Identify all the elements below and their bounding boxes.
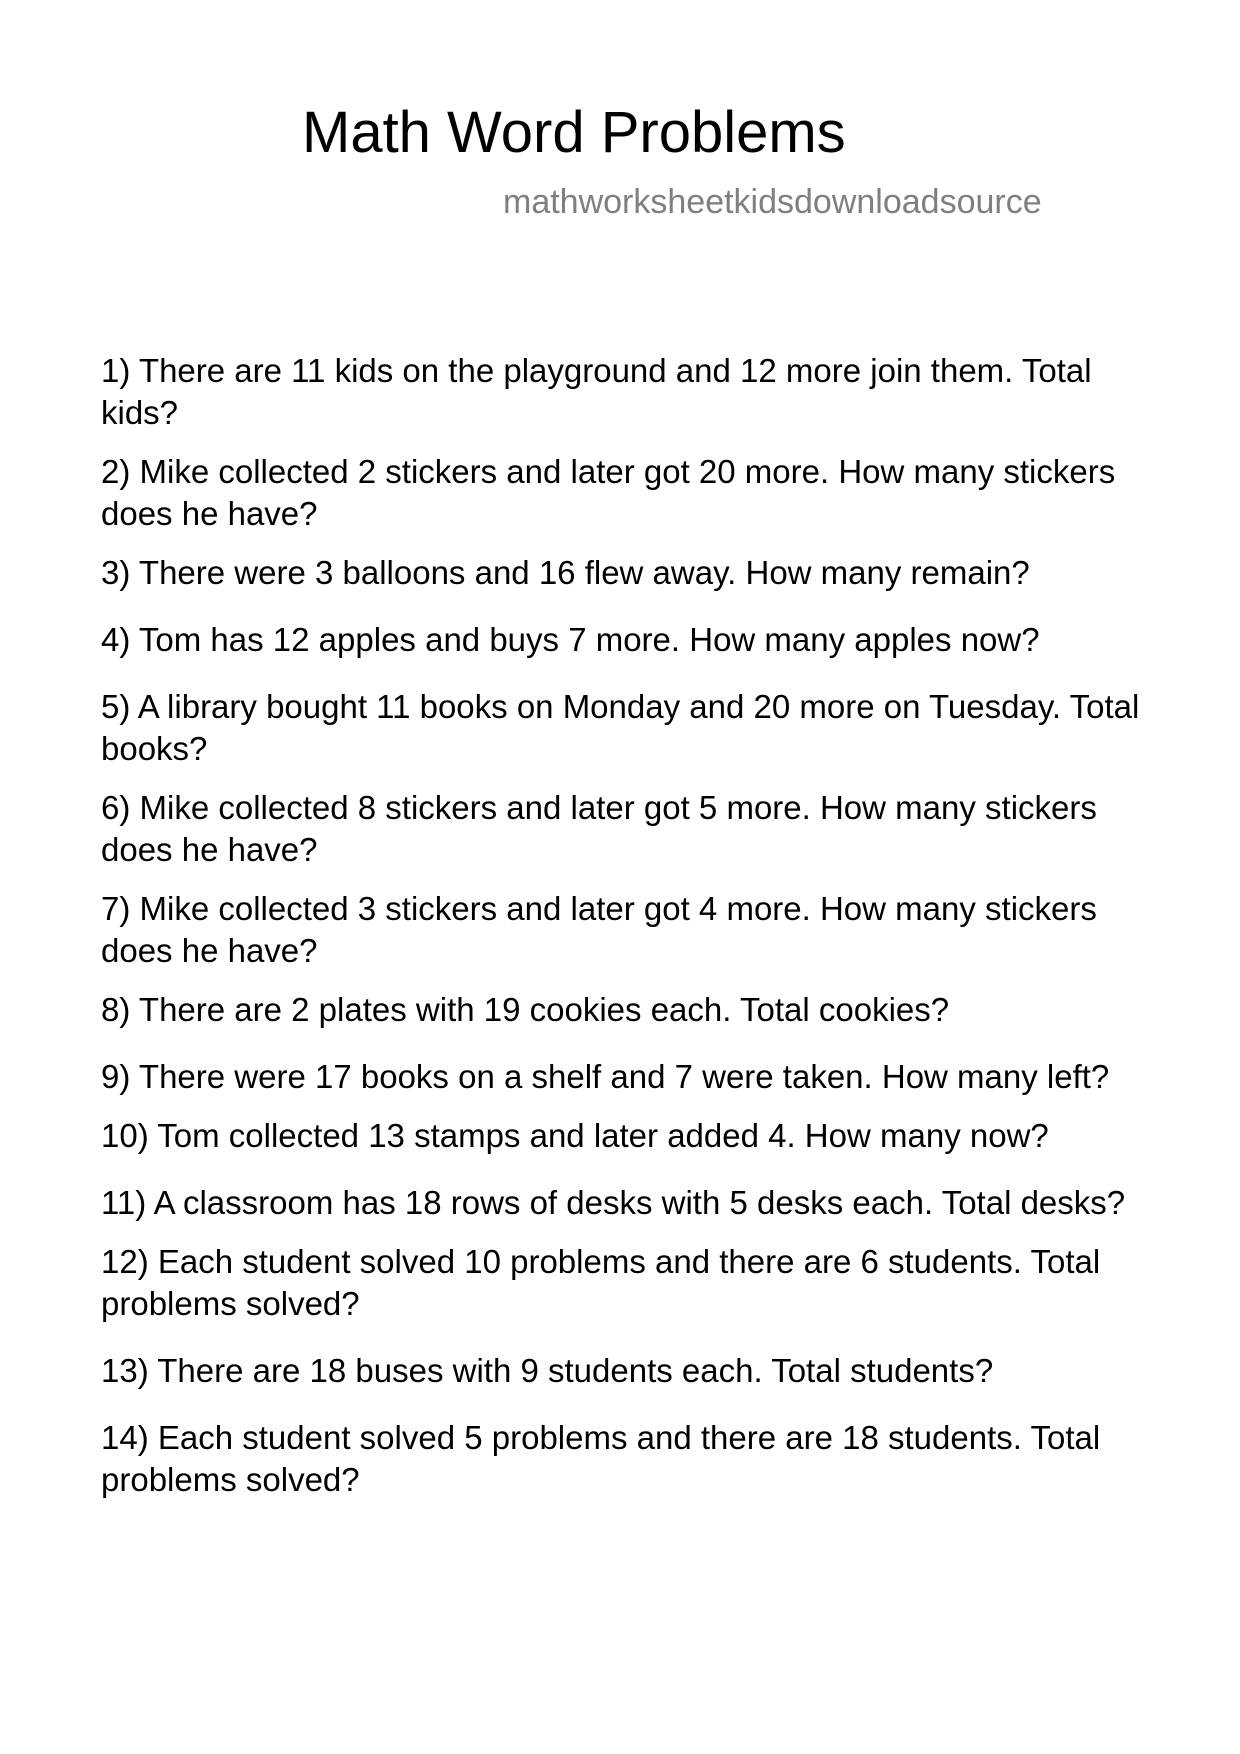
problem-item: 13) There are 18 buses with 9 students each. Total students? [101,1352,994,1389]
problem-item: 3) There were 3 balloons and 16 flew away. How many remain? [101,554,1030,591]
problem-item: 8) There are 2 plates with 19 cookies each. Total cookies? [101,991,950,1028]
problem-item: 11) A classroom has 18 rows of desks with 5 desks each. Total desks? [101,1184,1126,1221]
source-label: mathworksheetkidsdownloadsource [503,183,1042,221]
problem-item: 9) There were 17 books on a shelf and 7 were taken. How many left? [101,1058,1110,1095]
page-title: Math Word Problems [302,100,846,165]
problem-item: 6) Mike collected 8 stickers and later got 5 more. How many stickers does he have? [101,789,1097,868]
problem-item: 4) Tom has 12 apples and buys 7 more. How many apples now? [101,621,1040,658]
problem-item: 2) Mike collected 2 stickers and later got 20 more. How many stickers does he have? [101,453,1116,532]
problem-item: 1) There are 11 kids on the playground and 12 more join them. Total kids? [101,352,1092,431]
problem-item: 5) A library bought 11 books on Monday and 20 more on Tuesday. Total books? [101,688,1140,767]
problem-item: 14) Each student solved 5 problems and there are 18 students. Total problems solved? [101,1419,1101,1498]
problem-item: 10) Tom collected 13 stamps and later added 4. How many now? [101,1117,1049,1154]
problem-item: 7) Mike collected 3 stickers and later got 4 more. How many stickers does he have? [101,890,1097,969]
problem-item: 12) Each student solved 10 problems and there are 6 students. Total problems solved? [101,1243,1101,1322]
problem-list [101,350,1161,1518]
